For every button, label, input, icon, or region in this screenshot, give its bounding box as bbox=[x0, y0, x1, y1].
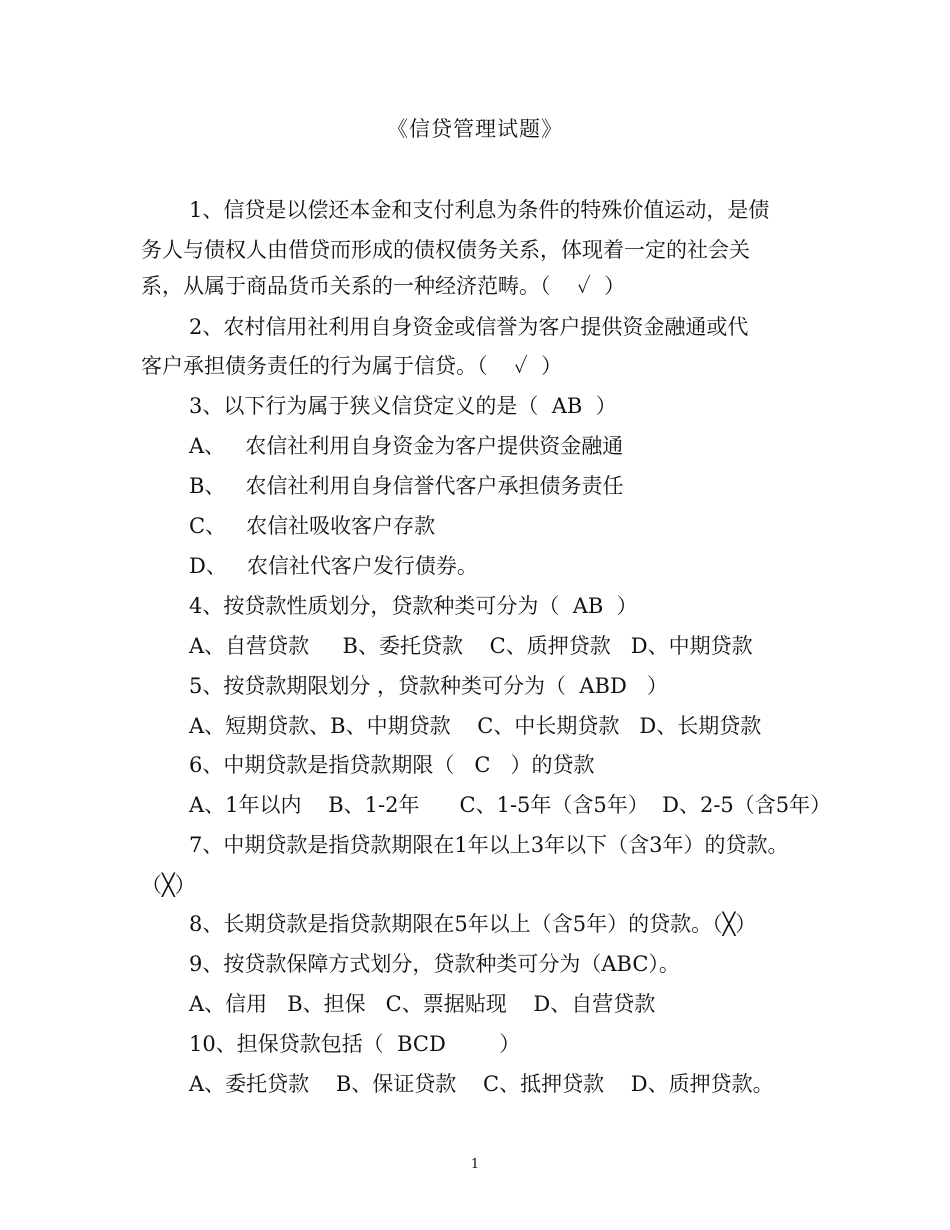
question-8: 8、长期贷款是指贷款期限在5年以上（含5年）的贷款。（╳） bbox=[189, 912, 757, 936]
question-10-options: A、委托贷款 B、保证贷款 C、抵押贷款 D、质押贷款。 bbox=[189, 1072, 774, 1096]
question-6: 6、中期贷款是指贷款期限（ C ）的贷款 bbox=[189, 753, 595, 777]
question-9: 9、按贷款保障方式划分，贷款种类可分为（ABC）。 bbox=[189, 952, 680, 976]
question-3: 3、以下行为属于狭义信贷定义的是（ AB ） bbox=[189, 394, 617, 418]
option-b: B、 农信社利用自身信誉代客户承担债务责任 bbox=[189, 474, 624, 498]
page-number: 1 bbox=[470, 1157, 480, 1172]
document-title: 《信贷管理试题》 bbox=[387, 117, 563, 141]
question-1-line-1: 1、信贷是以偿还本金和支付利息为条件的特殊价值运动，是债 bbox=[189, 198, 770, 222]
option-d: D、 农信社代客户发行债券。 bbox=[189, 554, 478, 578]
question-7-line-1: 7、中期贷款是指贷款期限在1年以上3年以下（含3年）的贷款。 bbox=[189, 833, 789, 857]
option-a: A、 农信社利用自身资金为客户提供资金融通 bbox=[189, 434, 624, 458]
question-1-line-2: 务人与债权人由借贷而形成的债权债务关系，体现着一定的社会关 bbox=[141, 238, 750, 262]
option-c: C、 农信社吸收客户存款 bbox=[189, 514, 436, 538]
question-4: 4、按贷款性质划分，贷款种类可分为（ AB ） bbox=[189, 594, 638, 618]
question-6-options: A、1年以内 B、1-2年 C、1-5年（含5年） D、2-5（含5年） bbox=[189, 793, 832, 817]
question-7-line-2: （╳） bbox=[141, 873, 196, 897]
question-2-line-2: 客户承担债务责任的行为属于信贷。（ ✓ ） bbox=[141, 354, 563, 378]
question-2-line-1: 2、农村信用社利用自身资金或信誉为客户提供资金融通或代 bbox=[189, 315, 749, 339]
question-1-line-3: 系，从属于商品货币关系的一种经济范畴。（ ✓ ） bbox=[141, 274, 626, 298]
question-4-options: A、自营贷款 B、委托贷款 C、质押贷款 D、中期贷款 bbox=[189, 634, 753, 658]
question-5-options: A、短期贷款、B、中期贷款 C、中长期贷款 D、长期贷款 bbox=[189, 714, 762, 738]
question-10: 10、担保贷款包括（ BCD ） bbox=[189, 1032, 521, 1056]
question-5: 5、按贷款期限划分 ，贷款种类可分为（ ABD ） bbox=[189, 674, 668, 698]
question-9-options: A、信用 B、担保 C、票据贴现 D、自营贷款 bbox=[189, 992, 656, 1016]
